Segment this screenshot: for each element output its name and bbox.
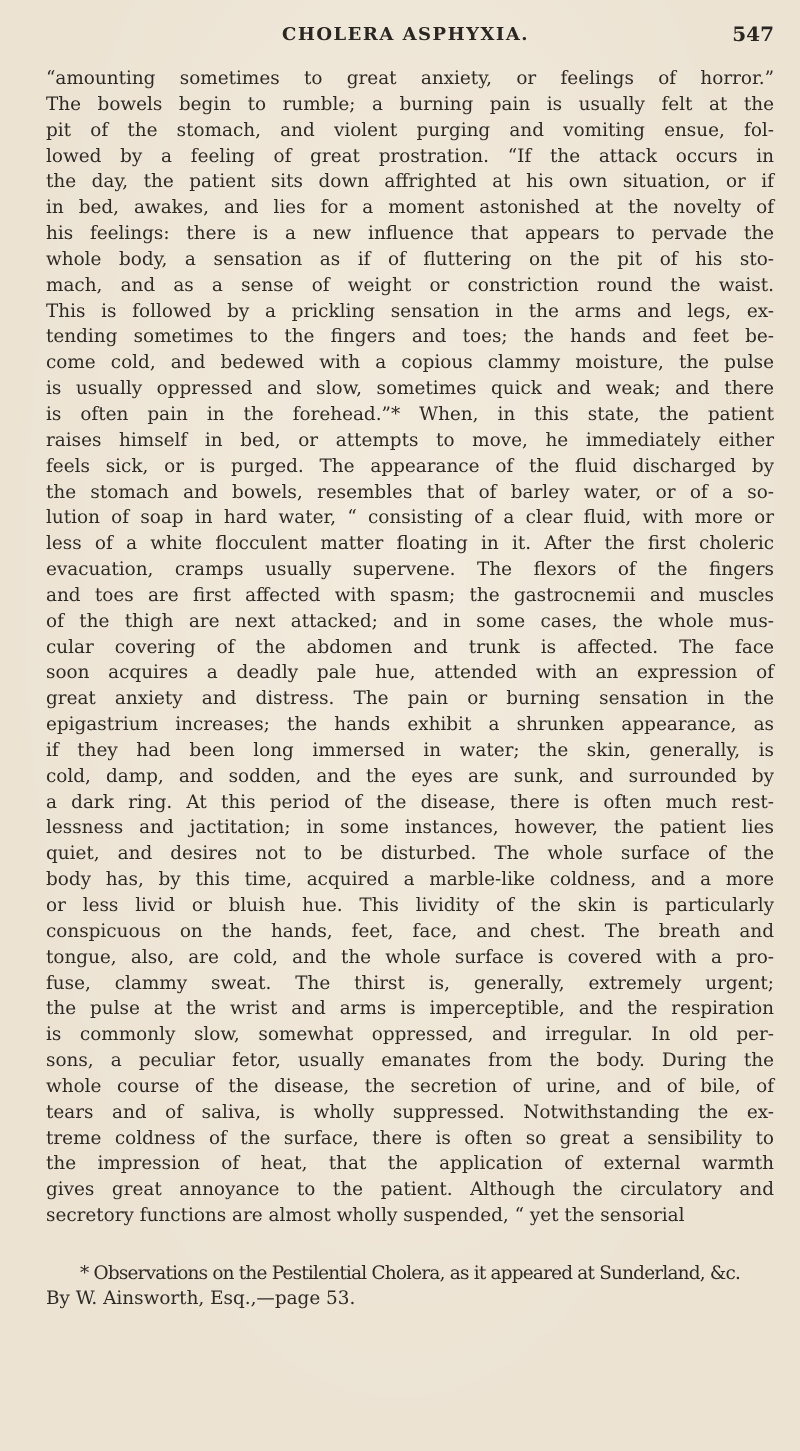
text-line: the pulse at the wrist and arms is imperceptible, and the respiration bbox=[46, 998, 774, 1020]
text-line: the impression of heat, that the application of external warmth bbox=[46, 1153, 774, 1175]
text-line: sons, a peculiar fetor, usually emanates from the body. During the bbox=[46, 1050, 774, 1072]
text-line: tears and of saliva, is wholly suppressed. Notwithstanding the ex- bbox=[46, 1101, 774, 1123]
text-line: fuse, clammy sweat. The thirst is, generally, extremely urgent; bbox=[46, 972, 774, 994]
footnote-line: By W. Ainsworth, Esq.,—page 53. bbox=[46, 1287, 356, 1309]
text-line: is commonly slow, somewhat oppressed, and irregular. In old per- bbox=[46, 1024, 774, 1046]
text-line: The bowels begin to rumble; a burning pain is usually felt at the bbox=[46, 93, 774, 115]
text-line: a dark ring. At this period of the disease, there is often much rest- bbox=[46, 791, 774, 813]
text-line: and toes are first affected with spasm; the gastrocnemii and muscles bbox=[46, 584, 774, 606]
text-line: mach, and as a sense of weight or constriction round the waist. bbox=[46, 274, 774, 296]
text-line: his feelings: there is a new influence that appears to pervade the bbox=[46, 223, 774, 245]
text-line: cular covering of the abdomen and trunk is affected. The face bbox=[46, 636, 774, 658]
text-line: is usually oppressed and slow, sometimes quick and weak; and there bbox=[46, 378, 774, 400]
text-line: feels sick, or is purged. The appearance of the fluid discharged by bbox=[46, 455, 774, 477]
text-line: treme coldness of the surface, there is often so great a sensibility to bbox=[46, 1127, 774, 1149]
text-line: is often pain in the forehead.”* When, in this state, the patient bbox=[46, 403, 774, 425]
text-line: raises himself in bed, or attempts to move, he immediately either bbox=[46, 429, 774, 451]
text-line: conspicuous on the hands, feet, face, and chest. The breath and bbox=[46, 920, 774, 942]
text-line: or less livid or bluish hue. This lividity of the skin is particularly bbox=[46, 895, 774, 916]
text-line: whole course of the disease, the secretion of urine, and of bile, of bbox=[46, 1075, 774, 1097]
text-line: evacuation, cramps usually supervene. The flexors of the fingers bbox=[46, 559, 774, 581]
text-line: of the thigh are next attacked; and in some cases, the whole mus- bbox=[46, 610, 774, 632]
footnote bbox=[46, 1261, 774, 1311]
body-text bbox=[46, 66, 774, 1229]
text-line: if they had been long immersed in water; the skin, generally, is bbox=[46, 739, 774, 761]
text-line: body has, by this time, acquired a marble-like coldness, and a more bbox=[46, 869, 774, 891]
text-line: “amounting sometimes to great anxiety, or feelings of horror.” bbox=[46, 68, 774, 89]
text-line: in bed, awakes, and lies for a moment astonished at the novelty of bbox=[46, 197, 774, 219]
text-line: quiet, and desires not to be disturbed. The whole surface of the bbox=[46, 843, 774, 865]
text-line: secretory functions are almost wholly suspended, “ yet the sensorial bbox=[46, 1205, 685, 1227]
text-line: tending sometimes to the fingers and toes; the hands and feet be- bbox=[46, 326, 774, 348]
text-line: tongue, also, are cold, and the whole surface is covered with a pro- bbox=[46, 946, 774, 968]
text-line: the day, the patient sits down affrighted at his own situation, or if bbox=[46, 171, 774, 193]
text-line: lution of soap in hard water, “ consisting of a clear fluid, with more or bbox=[46, 507, 774, 529]
text-line: the stomach and bowels, resembles that of barley water, or of a so- bbox=[46, 481, 774, 503]
text-line: come cold, and bedewed with a copious clammy moisture, the pulse bbox=[46, 352, 774, 374]
text-line: great anxiety and distress. The pain or burning sensation in the bbox=[46, 688, 774, 710]
text-line: This is followed by a prickling sensation in the arms and legs, ex- bbox=[46, 300, 774, 322]
text-line: lowed by a feeling of great prostration. “If the attack occurs in bbox=[46, 145, 774, 167]
text-line: less of a white flocculent matter floating in it. After the first choleric bbox=[46, 533, 774, 555]
footnote-line: * Observations on the Pestilential Cholera, as it appeared at Sunderland, &c. bbox=[80, 1262, 741, 1284]
text-line: pit of the stomach, and violent purging and vomiting ensue, fol- bbox=[46, 119, 774, 141]
running-title: CHOLERA ASPHYXIA. bbox=[282, 24, 530, 45]
running-head bbox=[46, 0, 774, 46]
text-line: cold, damp, and sodden, and the eyes are sunk, and surrounded by bbox=[46, 765, 774, 787]
text-line: epigastrium increases; the hands exhibit a shrunken appearance, as bbox=[46, 714, 774, 736]
text-line: soon acquires a deadly pale hue, attended with an expression of bbox=[46, 662, 774, 684]
text-line: gives great annoyance to the patient. Although the circulatory and bbox=[46, 1179, 774, 1201]
text-line: lessness and jactitation; in some instances, however, the patient lies bbox=[46, 817, 774, 839]
page-number: 547 bbox=[732, 22, 774, 46]
text-line: whole body, a sensation as if of fluttering on the pit of his sto- bbox=[46, 248, 774, 270]
